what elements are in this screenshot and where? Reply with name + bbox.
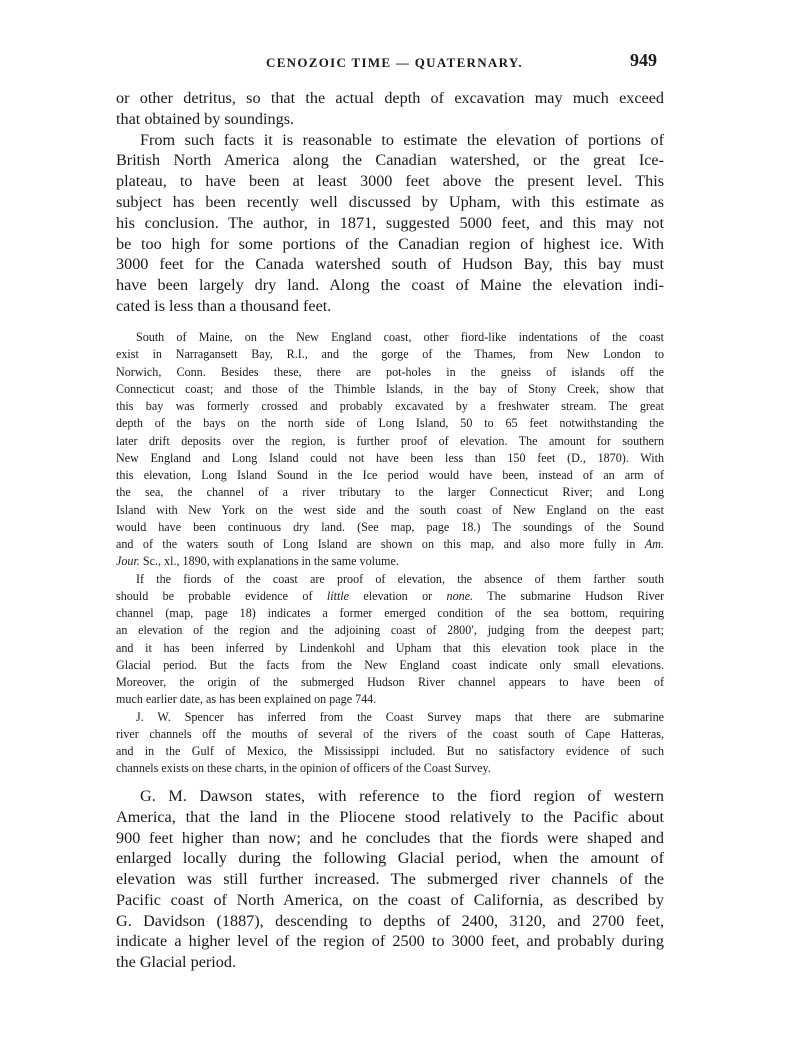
footnote-line: and it has been inferred by Lindenkohl and Upham that this elevation took place in the <box>116 640 664 655</box>
text-line: his conclusion. The author, in 1871, suggested 5000 feet, and this may not <box>116 213 664 232</box>
footnote-block <box>116 329 664 778</box>
text-line: the Glacial period. <box>116 953 237 971</box>
text-line: indicate a higher level of the region of 2500 to 3000 feet, and probably during <box>116 932 664 951</box>
footnote-line: much earlier date, as has been explained on page 744. <box>116 692 377 707</box>
footnote-line <box>116 553 664 570</box>
footnote-line: South of Maine, on the New England coast, other fiord-like indentations of the coast <box>136 330 664 344</box>
page-number: 949 <box>630 50 657 70</box>
footnote-line: Norwich, Conn. Besides these, there are pot-holes in the gneiss of islands off the <box>116 364 664 379</box>
text-line: that obtained by soundings. <box>116 109 295 128</box>
footnote-text: Sc., xl., 1890, with explanations in the same volume. <box>142 554 399 569</box>
text-line: plateau, to have been at least 3000 feet above the present level. This <box>116 172 664 191</box>
text-line: enlarged locally during the following Glacial period, when the amount of <box>116 849 664 868</box>
journal-abbrev: Am. <box>644 537 664 551</box>
footnote-line: river channels off the mouths of several of the rivers of the coast south of Cape Hatteras, <box>116 726 664 741</box>
text-line: 900 feet higher than now; and he concludes that the fiords were shaped and <box>116 828 664 847</box>
text-line: G. M. Dawson states, with reference to the fiord region of western <box>140 787 664 805</box>
footnote-text: should be probable evidence of <box>116 588 313 603</box>
body-text-top <box>116 88 664 317</box>
footnote-line: depth of the bays on the north side of Long Island, 50 to 65 feet notwithstanding the <box>116 416 664 431</box>
text-line: be too high for some portions of the Canadian region of highest ice. With <box>116 234 664 253</box>
text-line: or other detritus, so that the actual depth of excavation may much exceed <box>116 89 664 107</box>
journal-abbrev: Jour. <box>116 554 140 569</box>
footnote-line: channel (map, page 18) indicates a former emerged condition of the sea bottom, requiring <box>116 606 664 620</box>
footnote-line: Island with New York on the west side and the south coast of New England on the east <box>116 502 664 517</box>
footnote-line: Moreover, the origin of the submerged Hudson River channel appears to have been of <box>116 675 664 689</box>
body-text-bottom <box>116 786 664 973</box>
footnote-text: elevation or <box>363 588 433 603</box>
emphasis-none: none. <box>446 588 474 603</box>
footnote-line: Glacial period. But the facts from the New England coast indicate only small elevations. <box>116 657 664 672</box>
text-line: subject has been recently well discussed by Upham, with this estimate as <box>116 192 664 211</box>
footnote-line: the sea, the channel of a river tributary to the larger Connecticut River; and Long <box>116 485 664 500</box>
footnote-line: this bay was formerly crossed and probably excavated by a freshwater stream. The great <box>116 399 664 413</box>
text-line: America, that the land in the Pliocene stood relatively to the Pacific about <box>116 807 664 826</box>
footnote-line: New England and Long Island could not have been less than 150 feet (D., 1870). With <box>116 450 664 465</box>
text-line: Pacific coast of North America, on the coast of California, as described by <box>116 890 664 909</box>
text-line: elevation was still further increased. The submerged river channels of the <box>116 870 664 888</box>
footnote-line: later drift deposits over the region, is further proof of elevation. The amount for southern <box>116 433 664 448</box>
footnote-line: Connecticut coast; and those of the Thimble Islands, in the bay of Stony Creek, show that <box>116 381 664 396</box>
footnote-line: an elevation of the region and the adjoining coast of 2800′, judging from the deepest part; <box>116 623 664 638</box>
footnote-line <box>116 536 664 553</box>
running-head <box>0 52 800 74</box>
footnote-line: exist in Narragansett Bay, R.I., and the gorge of the Thames, from New London to <box>116 347 664 362</box>
text-line: have been largely dry land. Along the coast of Maine the elevation indi- <box>116 276 664 295</box>
footnote-text: The submarine Hudson River <box>487 588 665 603</box>
footnote-text: and of the waters south of Long Island are shown on this map, and also more fully in <box>116 537 636 551</box>
text-line: G. Davidson (1887), descending to depths of 2400, 3120, and 2700 feet, <box>116 911 664 930</box>
text-line: From such facts it is reasonable to estimate the elevation of portions of <box>140 130 664 149</box>
text-line: British North America along the Canadian watershed, or the great Ice- <box>116 151 664 170</box>
footnote-line <box>116 588 664 605</box>
text-line: 3000 feet for the Canada watershed south of Hudson Bay, this bay must <box>116 255 664 274</box>
running-title: CENOZOIC TIME — QUATERNARY. <box>266 55 523 70</box>
footnote-line: and in the Gulf of Mexico, the Mississippi included. But no satisfactory evidence of such <box>116 744 664 758</box>
footnote-line: channels exists on these charts, in the opinion of officers of the Coast Survey. <box>116 761 491 776</box>
text-line: cated is less than a thousand feet. <box>116 296 332 315</box>
footnote-line: If the fiords of the coast are proof of elevation, the absence of them farther south <box>136 571 664 586</box>
footnote-line: would have been continuous dry land. (See map, page 18.) The soundings of the Sound <box>116 519 664 534</box>
footnote-line: J. W. Spencer has inferred from the Coast Survey maps that there are submarine <box>136 709 664 724</box>
footnote-line: this elevation, Long Island Sound in the Ice period would have been, instead of an arm of <box>116 468 664 482</box>
emphasis-little: little <box>326 588 350 603</box>
